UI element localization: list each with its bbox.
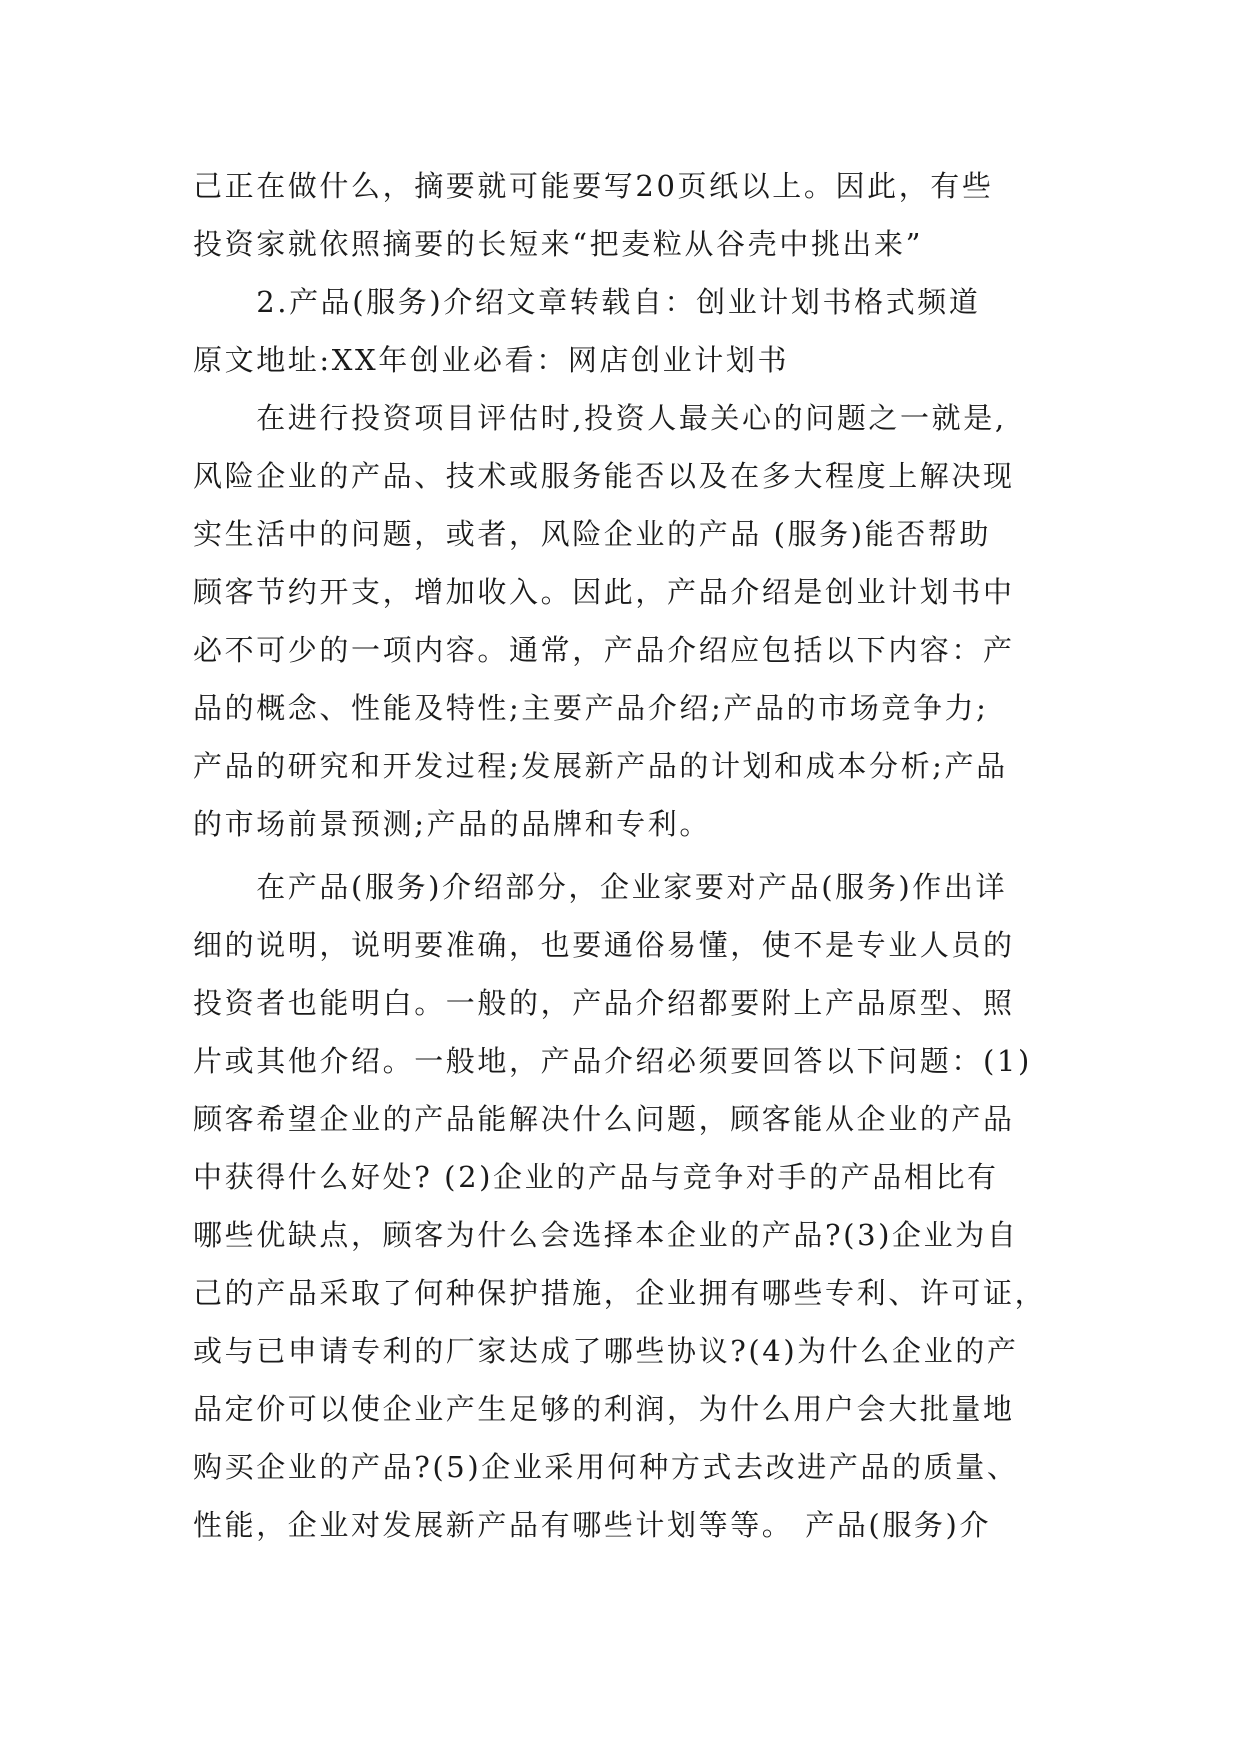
text-line: 片或其他介绍。一般地，产品介绍必须要回答以下问题：(1)	[193, 1044, 1032, 1078]
text-line: 或与已申请专利的厂家达成了哪些协议?(4)为什么企业的产	[193, 1334, 1019, 1368]
text-line: 原文地址:XX年创业必看：网店创业计划书	[193, 343, 790, 377]
text-line: 品定价可以使企业产生足够的利润，为什么用户会大批量地	[193, 1392, 1015, 1426]
text-line: 品的概念、性能及特性;主要产品介绍;产品的市场竞争力;	[193, 691, 989, 725]
text-line: 风险企业的产品、技术或服务能否以及在多大程度上解决现	[193, 459, 1015, 493]
text-line: 2.产品(服务)介绍文章转载自：创业计划书格式频道	[193, 285, 981, 319]
text-line: 己的产品采取了何种保护措施，企业拥有哪些专利、许可证，	[193, 1276, 1047, 1310]
text-line: 性能，企业对发展新产品有哪些计划等等。 产品(服务)介	[193, 1508, 992, 1542]
text-line: 投资者也能明白。一般的，产品介绍都要附上产品原型、照	[193, 986, 1015, 1020]
text-line: 必不可少的一项内容。通常，产品介绍应包括以下内容：产	[193, 633, 1015, 667]
text-line: 中获得什么好处? (2)企业的产品与竞争对手的产品相比有	[193, 1160, 999, 1194]
text-line: 在产品(服务)介绍部分，企业家要对产品(服务)作出详	[193, 870, 1008, 904]
text-line: 的市场前景预测;产品的品牌和专利。	[193, 807, 711, 841]
text-line: 实生活中的问题，或者，风险企业的产品 (服务)能否帮助	[193, 517, 992, 551]
text-line: 己正在做什么，摘要就可能要写20页纸以上。因此，有些	[193, 169, 994, 203]
text-line: 顾客节约开支，增加收入。因此，产品介绍是创业计划书中	[193, 575, 1015, 609]
text-line: 哪些优缺点，顾客为什么会选择本企业的产品?(3)企业为自	[193, 1218, 1019, 1252]
body-text	[193, 157, 1063, 1554]
text-line: 顾客希望企业的产品能解决什么问题，顾客能从企业的产品	[193, 1102, 1015, 1136]
text-line: 在进行投资项目评估时,投资人最关心的问题之一就是,	[193, 401, 1007, 435]
text-line: 购买企业的产品?(5)企业采用何种方式去改进产品的质量、	[193, 1450, 1019, 1484]
text-line: 投资家就依照摘要的长短来“把麦粒从谷壳中挑出来”	[193, 227, 924, 261]
text-line: 产品的研究和开发过程;发展新产品的计划和成本分析;产品	[193, 749, 1008, 783]
text-line: 细的说明，说明要准确，也要通俗易懂，使不是专业人员的	[193, 928, 1015, 962]
